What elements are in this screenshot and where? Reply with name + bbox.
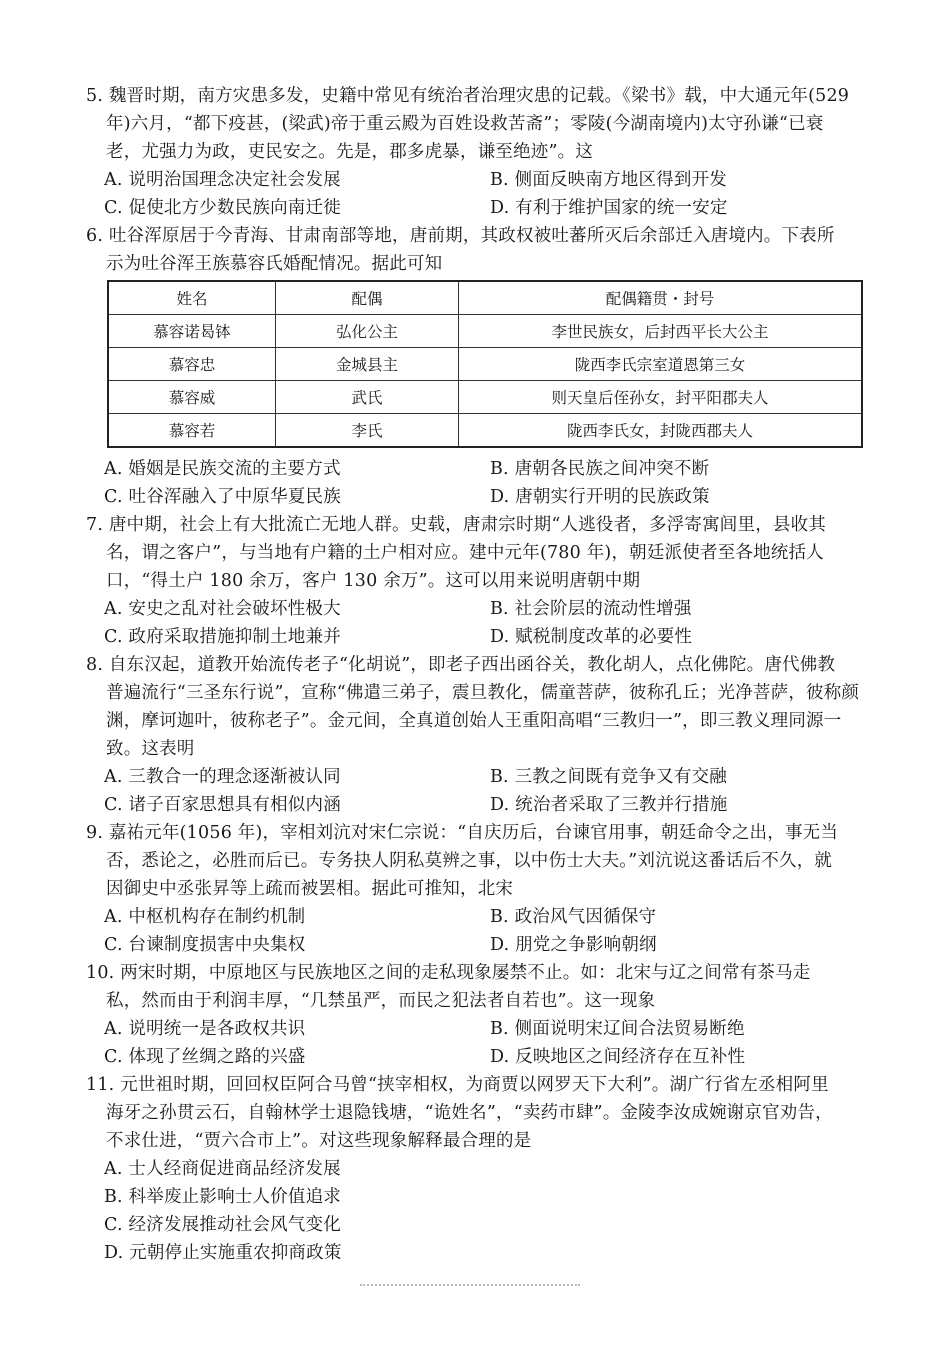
question-text-line: 10. 两宋时期，中原地区与民族地区之间的走私现象屡禁不止。如：北宋与辽之间常有茶马走	[86, 963, 811, 983]
option-a[interactable]: A. 士人经商促进商品经济发展	[104, 1159, 341, 1179]
table-row	[108, 381, 862, 414]
question-text-line: 不求仕进，“贾六合市上”。对这些现象解释最合理的是	[106, 1131, 532, 1151]
table-header-origin-title: 配偶籍贯・封号	[459, 281, 863, 315]
question-9	[86, 819, 872, 959]
question-text-line: 6. 吐谷浑原居于今青海、甘肃南部等地，唐前期，其政权被吐蕃所灭后余部迁入唐境内。下表所	[86, 226, 835, 246]
question-text-line: 普遍流行“三圣东行说”，宣称“佛遣三弟子，震旦教化，儒童菩萨，彼称孔丘；光净菩萨，彼称颜	[106, 683, 860, 703]
table-cell: 则天皇后侄孙女，封平阳郡夫人	[459, 381, 863, 414]
question-6-options	[86, 455, 872, 511]
table-row	[108, 414, 862, 448]
option-a[interactable]: A. 说明统一是各政权共识	[104, 1019, 306, 1039]
question-text-line: 名，谓之客户”，与当地有户籍的土户相对应。建中元年(780 年)，朝廷派使者至各地统括人	[106, 543, 824, 563]
question-text-line: 致。这表明	[106, 739, 195, 759]
option-b[interactable]: B. 唐朝各民族之间冲突不断	[490, 459, 710, 479]
question-text-line: 私，然而由于利润丰厚，“几禁虽严，而民之犯法者自若也”。这一现象	[106, 991, 656, 1011]
option-d[interactable]: D. 唐朝实行开明的民族政策	[490, 487, 710, 507]
option-c[interactable]: C. 政府采取措施抑制土地兼并	[104, 627, 341, 647]
option-c[interactable]: C. 诸子百家思想具有相似内涵	[104, 795, 341, 815]
option-c[interactable]: C. 促使北方少数民族向南迁徙	[104, 198, 341, 218]
table-row	[108, 315, 862, 348]
option-d[interactable]: D. 朋党之争影响朝纲	[490, 935, 657, 955]
option-d[interactable]: D. 反映地区之间经济存在互补性	[490, 1047, 746, 1067]
table-header-name: 姓名	[108, 281, 276, 315]
option-d[interactable]: D. 元朝停止实施重农抑商政策	[104, 1243, 342, 1263]
question-5	[86, 82, 872, 222]
table-cell: 慕容威	[108, 381, 276, 414]
option-d[interactable]: D. 有利于维护国家的统一安定	[490, 198, 728, 218]
table-cell: 金城县主	[276, 348, 459, 381]
table-header-spouse: 配偶	[276, 281, 459, 315]
question-6	[86, 222, 872, 278]
question-11	[86, 1071, 872, 1267]
question-text-line: 5. 魏晋时期，南方灾患多发，史籍中常见有统治者治理灾患的记载。《梁书》载，中大通元年(529	[86, 86, 850, 106]
table-cell: 慕容忠	[108, 348, 276, 381]
option-b[interactable]: B. 侧面说明宋辽间合法贸易断绝	[490, 1019, 745, 1039]
question-text-line: 海牙之孙贯云石，自翰林学士退隐钱塘，“诡姓名”，“卖药市肆”。金陵李汝成婉谢京官劝告，	[106, 1103, 833, 1123]
question-text-line: 口，“得土户 180 余万，客户 130 余万”。这可以用来说明唐朝中期	[106, 571, 641, 591]
table-cell: 李世民族女，后封西平长大公主	[459, 315, 863, 348]
option-b[interactable]: B. 科举废止影响士人价值追求	[104, 1187, 341, 1207]
option-d[interactable]: D. 统治者采取了三教并行措施	[490, 795, 728, 815]
question-text-line: 因御史中丞张昇等上疏而被罢相。据此可推知，北宋	[106, 879, 514, 899]
option-b[interactable]: B. 政治风气因循保守	[490, 907, 657, 927]
table-cell: 李氏	[276, 414, 459, 448]
question-text-line: 否，悉论之，必胜而后已。专务抉人阴私莫辨之事，以中伤士大夫。”刘沆说这番话后不久，就	[106, 851, 833, 871]
footer-divider	[360, 1278, 580, 1286]
table-row	[108, 348, 862, 381]
marriage-table	[107, 280, 863, 448]
question-text-line: 老，尤强力为政，吏民安之。先是，郡多虎暴，谦至绝迹”。这	[106, 142, 594, 162]
option-b[interactable]: B. 社会阶层的流动性增强	[490, 599, 692, 619]
option-a[interactable]: A. 安史之乱对社会破坏性极大	[104, 599, 341, 619]
question-text-line: 8. 自东汉起，道教开始流传老子“化胡说”，即老子西出函谷关，教化胡人，点化佛陀。唐代佛教	[86, 655, 836, 675]
option-c[interactable]: C. 经济发展推动社会风气变化	[104, 1215, 341, 1235]
option-b[interactable]: B. 侧面反映南方地区得到开发	[490, 170, 727, 190]
question-7	[86, 511, 872, 651]
option-a[interactable]: A. 婚姻是民族交流的主要方式	[104, 459, 341, 479]
option-b[interactable]: B. 三教之间既有竞争又有交融	[490, 767, 727, 787]
table-cell: 慕容诺曷钵	[108, 315, 276, 348]
option-c[interactable]: C. 吐谷浑融入了中原华夏民族	[104, 487, 341, 507]
table-cell: 弘化公主	[276, 315, 459, 348]
table-cell: 武氏	[276, 381, 459, 414]
option-d[interactable]: D. 赋税制度改革的必要性	[490, 627, 693, 647]
question-text-line: 年)六月，“都下疫甚，(梁武)帝于重云殿为百姓设救苦斋”；零陵(今湖南境内)太守孙谦“已衰	[106, 114, 824, 134]
question-8	[86, 651, 872, 819]
option-a[interactable]: A. 中枢机构存在制约机制	[104, 907, 306, 927]
question-text-line: 示为吐谷浑王族慕容氏婚配情况。据此可知	[106, 254, 443, 274]
question-text-line: 9. 嘉祐元年(1056 年)，宰相刘沆对宋仁宗说：“自庆历后，台谏官用事，朝廷命令之出，事无当	[86, 823, 839, 843]
option-c[interactable]: C. 体现了丝绸之路的兴盛	[104, 1047, 306, 1067]
table-cell: 陇西李氏宗室道恩第三女	[459, 348, 863, 381]
question-text-line: 7. 唐中期，社会上有大批流亡无地人群。史载，唐肃宗时期“人逃役者，多浮寄寓闾里，县收其	[86, 515, 827, 535]
option-a[interactable]: A. 说明治国理念决定社会发展	[104, 170, 341, 190]
question-10	[86, 959, 872, 1071]
table-cell: 慕容若	[108, 414, 276, 448]
table-cell: 陇西李氏女，封陇西郡夫人	[459, 414, 863, 448]
table-header-row	[108, 281, 862, 315]
option-c[interactable]: C. 台谏制度损害中央集权	[104, 935, 306, 955]
option-a[interactable]: A. 三教合一的理念逐渐被认同	[104, 767, 341, 787]
question-text-line: 11. 元世祖时期，回回权臣阿合马曾“挟宰相权，为商贾以网罗天下大利”。湖广行省左丞相阿里	[86, 1075, 829, 1095]
question-text-line: 渊，摩诃迦叶，彼称老子”。金元间，全真道创始人王重阳高唱“三教归一”，即三教义理同源一	[106, 711, 842, 731]
